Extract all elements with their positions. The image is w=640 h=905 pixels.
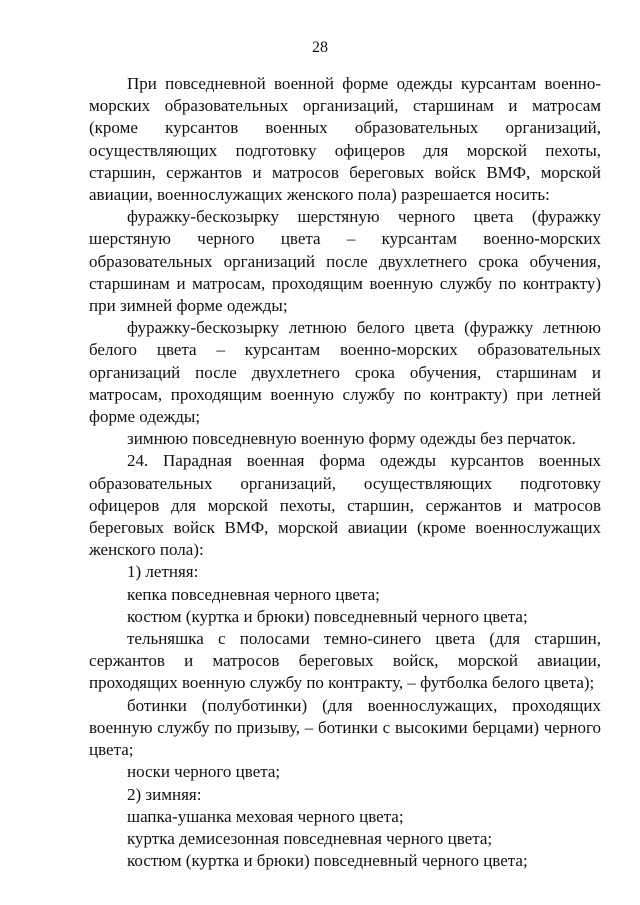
list-heading-winter: 2) зимняя: <box>127 784 202 804</box>
list-heading-summer: 1) летняя: <box>127 562 199 582</box>
list-item: кепка повседневная черного цвета; <box>127 584 380 604</box>
paragraph-intro: При повседневной военной форме одежды курсантам военно-морских образовательных организаций, старшинам и матросам (кроме курсантов военных образовательных организаций, осуществляющих подготовку офицеров для морской пехоты, старшин, сержантов и матросов береговых войск ВМФ, морской авиации, военнослужащих женского пола) разрешается носить: <box>89 74 601 205</box>
page-number: 28 <box>312 39 328 56</box>
paragraph-item-24: 24. Парадная военная форма одежды курсантов военных образовательных организаций, осуществляющих подготовку офицеров для морской пехоты, старшин, сержантов и матросов береговых войск ВМФ, морской авиации (кроме военнослужащих женского пола): <box>89 451 601 560</box>
paragraph-winter-cap: фуражку-бескозырку шерстяную черного цвета (фуражку шерстяную черного цвета – курсантам военно-морских образовательных организаций после двухлетнего срока обучения, старшинам и матросам, проходящим военную службу по контракту) при зимней форме одежды; <box>89 207 601 316</box>
list-item: ботинки (полуботинки) (для военнослужащих, проходящих военную службу по призыву, – ботинки с высокими берцами) черного цвета; <box>89 695 601 760</box>
list-item: носки черного цвета; <box>127 762 281 782</box>
document-body <box>89 73 601 872</box>
paragraph-summer-cap: фуражку-бескозырку летнюю белого цвета (фуражку летнюю белого цвета – курсантам военно-морских образовательных организаций после двухлетнего срока обучения, старшинам и матросам, проходящим военную службу по контракту) при летней форме одежды; <box>89 318 601 427</box>
list-item: куртка демисезонная повседневная черного цвета; <box>127 828 493 848</box>
paragraph-no-gloves: зимнюю повседневную военную форму одежды без перчаток. <box>127 429 576 449</box>
list-item: тельняшка с полосами темно-синего цвета (для старшин, сержантов и матросов береговых войск, морской авиации, проходящих военную службу по контракту, – футболка белого цвета); <box>89 629 601 693</box>
list-item: костюм (куртка и брюки) повседневный черного цвета; <box>127 851 528 871</box>
list-item: костюм (куртка и брюки) повседневный черного цвета; <box>127 606 528 626</box>
list-item: шапка-ушанка меховая черного цвета; <box>127 806 404 826</box>
